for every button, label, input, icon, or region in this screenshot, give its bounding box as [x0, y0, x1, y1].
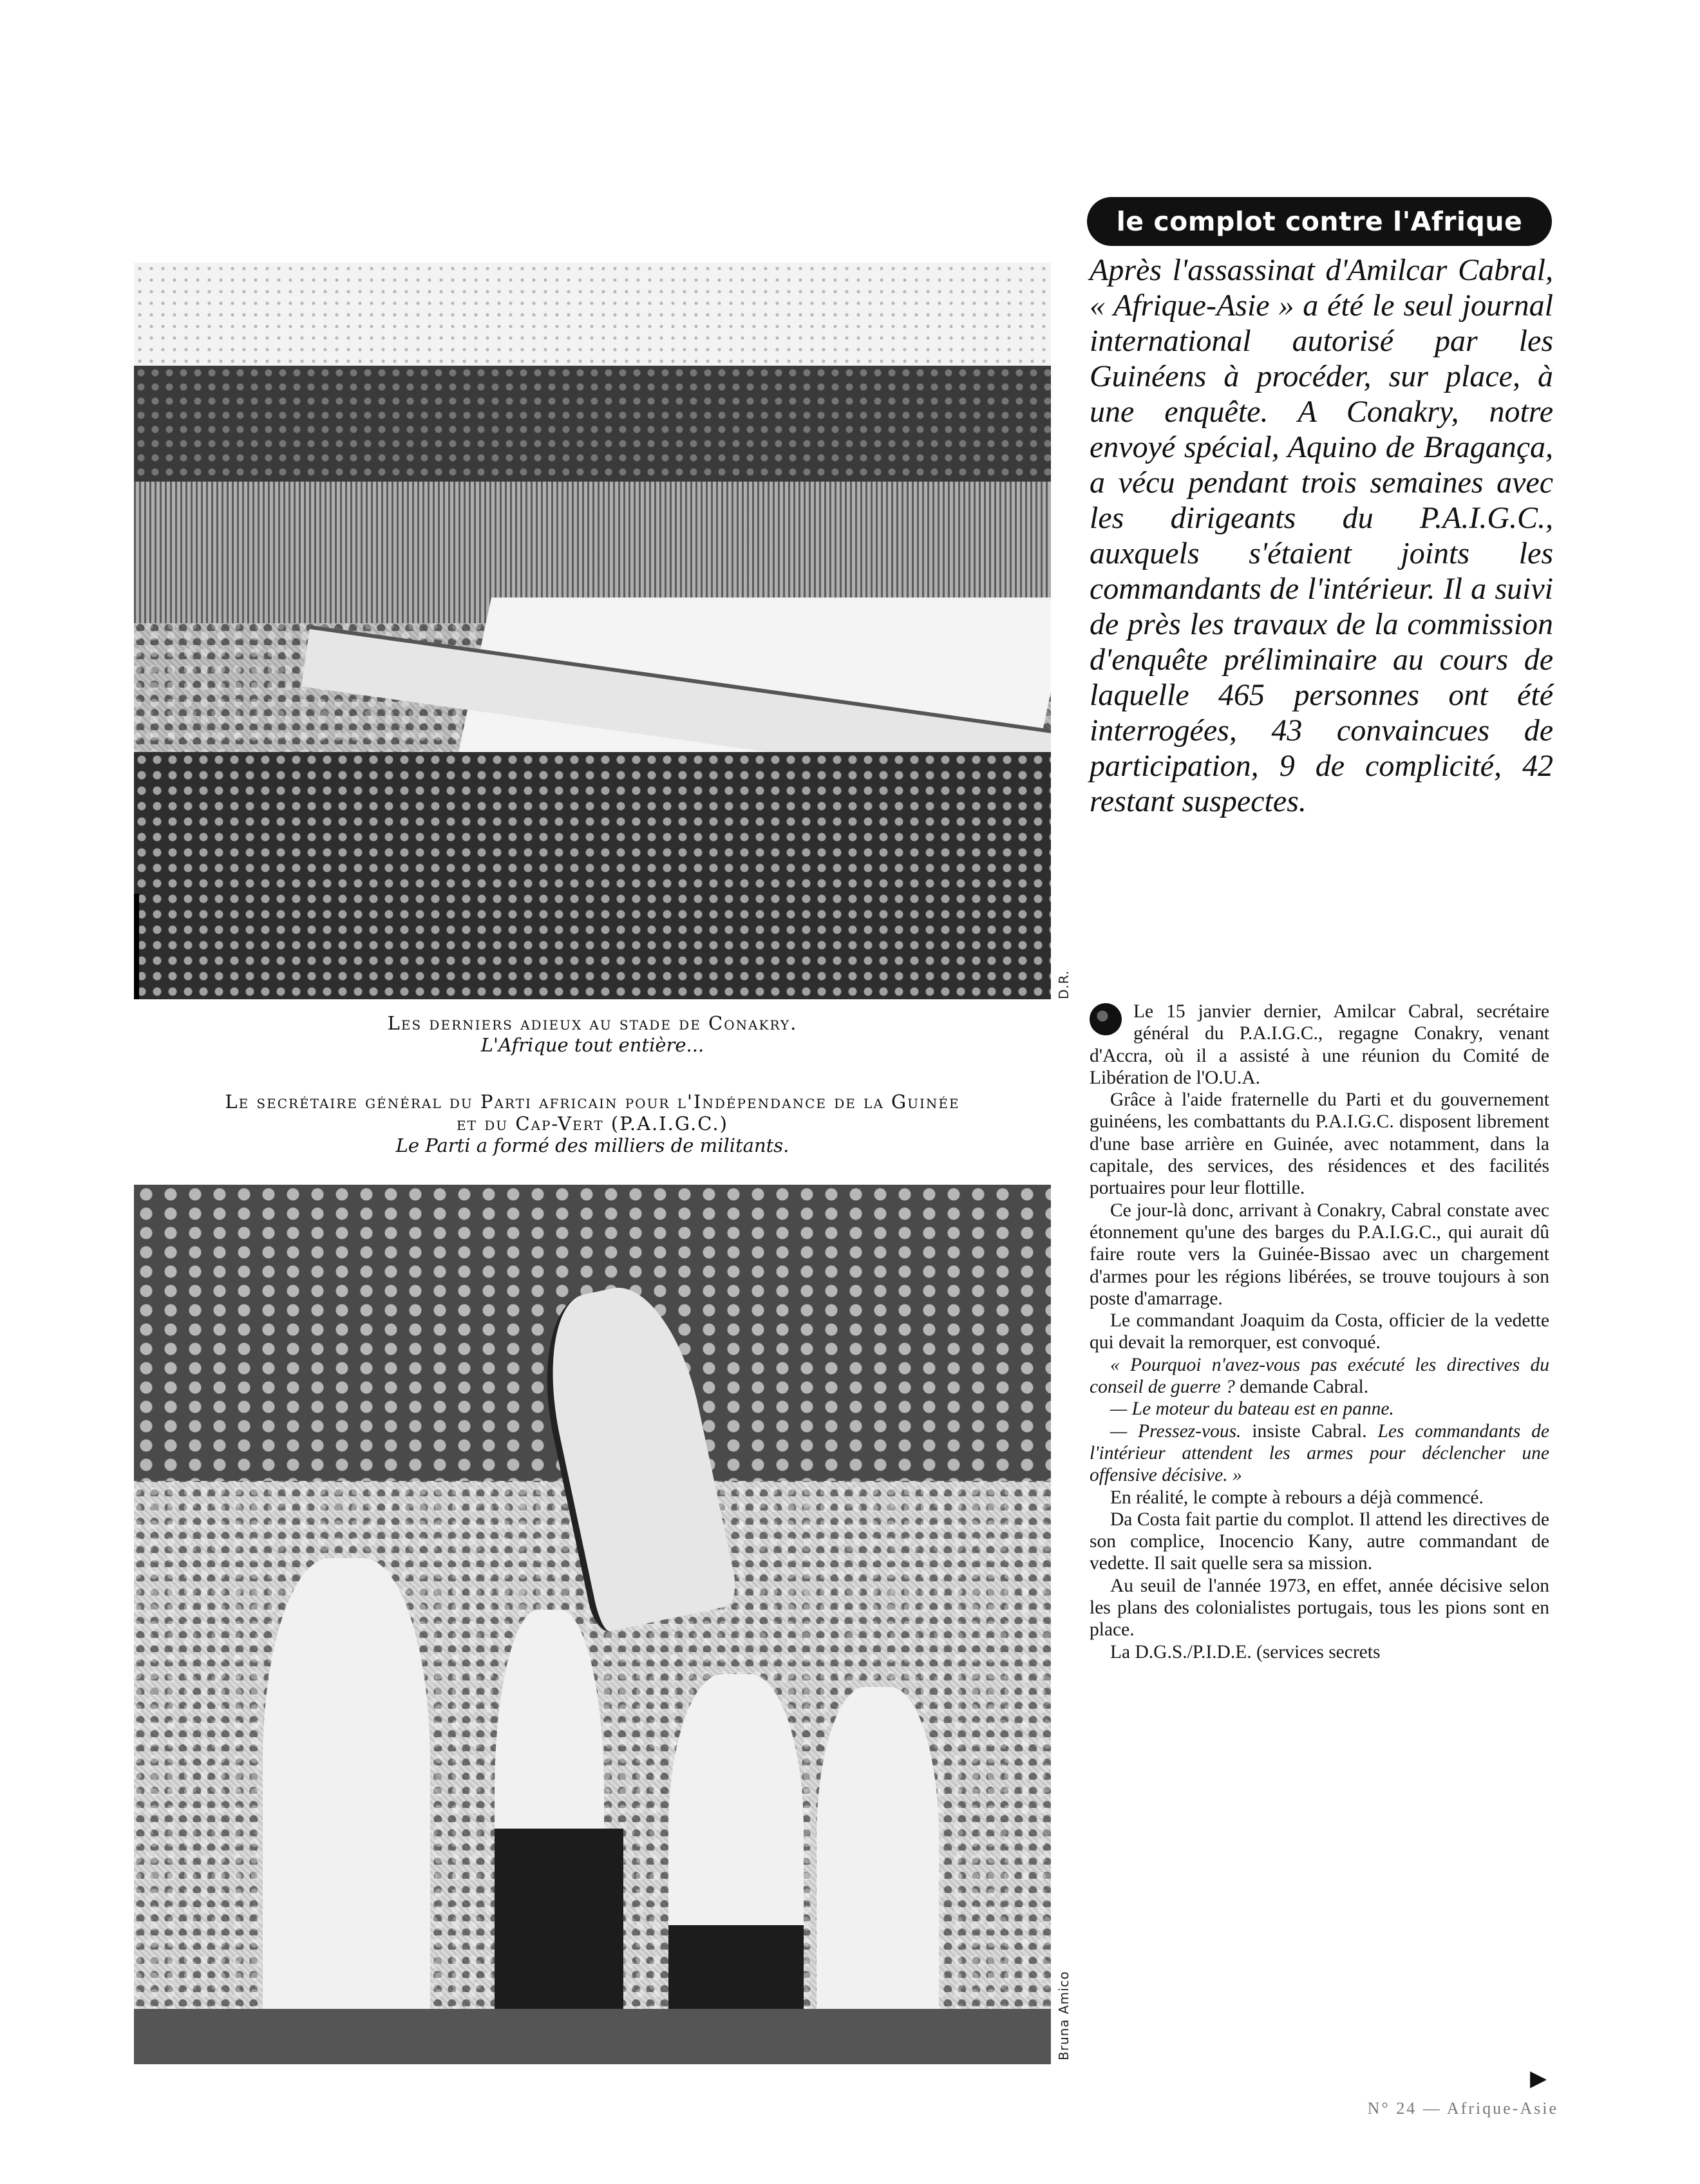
paragraph-11: La D.G.S./P.I.D.E. (services secrets	[1110, 1641, 1381, 1662]
stadium-photo	[134, 263, 1051, 999]
paragraph-6: — Le moteur du bateau est en panne.	[1110, 1398, 1394, 1420]
caption-stadium	[134, 1012, 1051, 1056]
ground	[134, 2009, 1051, 2064]
article-body	[1090, 1001, 1549, 1663]
caption-guard-title: Le secrétaire général du Parti africain pour l'Indépendance de la Guinée	[225, 1091, 960, 1113]
intro-paragraph: Après l'assassinat d'Amilcar Cabral, « Afrique-Asie » a été le seul journal international autorisé par les Guinéens à procéder, sur place, à une enquête. A Conakry, notre envoyé spécial, Aquino de Bragança, a vécu pendant trois semaines avec les dirigeants du P.A.I.G.C., auxquels s'étaient joints les commandants de l'intérieur. Il a suivi de près les travaux de la commission d'enquête préliminaire au cours de laquelle 465 personnes ont été interrogées, 43 convaincues de participation, 9 de complicité, 42 restant suspectes.	[1090, 253, 1553, 818]
attribution-2: insiste Cabral.	[1241, 1420, 1378, 1442]
paragraph-1-text: Le 15 janvier dernier, Amilcar Cabral, secrétaire général du P.A.I.G.C., regagne Conakry, venant d'Accra, où il a assisté à une réunion du Comité de Libération de l'O.U.A.	[1090, 1001, 1549, 1088]
tree-line	[134, 366, 1051, 488]
paragraph-7	[1090, 1420, 1549, 1487]
paragraph-9: Da Costa fait partie du complot. Il attend les directives de son complice, Inocencio Kany, autre commandant de vedette. Il sait quelle sera sa mission.	[1090, 1509, 1549, 1574]
quote-2: — Pressez-vous.	[1110, 1420, 1242, 1442]
section-banner: le complot contre l'Afrique	[1087, 197, 1552, 246]
photo-edge-mark	[134, 894, 139, 999]
continue-arrow-icon: ▶	[1530, 2066, 1547, 2091]
attribution-1: demande Cabral.	[1234, 1377, 1369, 1398]
paragraph-8: En réalité, le compte à rebours a déjà commencé.	[1110, 1487, 1484, 1508]
near-crowd	[134, 752, 1051, 999]
photo-credit-1: D.R.	[1056, 970, 1072, 999]
paragraph-4: Le commandant Joaquim da Costa, officier de la vedette qui devait la remorquer, est convoqué.	[1090, 1310, 1549, 1353]
paragraph-10: Au seuil de l'année 1973, en effet, année décisive selon les plans des colonialistes portugais, tous les pions sont en place.	[1090, 1575, 1549, 1641]
photo-credit-2: Bruna Amico	[1056, 1971, 1072, 2060]
bullet-dot-icon	[1090, 1003, 1122, 1035]
caption-guard-subtitle: Le Parti a formé des milliers de militants.	[395, 1134, 789, 1156]
figure-secretary	[263, 1558, 430, 2064]
paragraph-2: Grâce à l'aide fraternelle du Parti et du gouvernement guinéens, les combattants du P.A.I.G.C. disposent librement d'une base arrière en Guinée, avec notamment, dans la capitale, des services, des résidences et des facilités portuaires pour leur flottille.	[1090, 1089, 1549, 1199]
page-footer: N° 24 — Afrique-Asie	[1367, 2099, 1558, 2118]
paragraph-5	[1090, 1354, 1549, 1398]
quote-1: « Pourquoi n'avez-vous pas exécuté les directives du conseil de guerre ?	[1090, 1354, 1549, 1398]
quote-3: Les commandants de l'intérieur attendent les armes pour déclencher une offensive décisive. »	[1090, 1420, 1549, 1486]
caption-stadium-title: Les derniers adieux au stade de Conakry.	[387, 1012, 798, 1034]
caption-guard	[134, 1091, 1051, 1156]
guard-photo	[134, 1185, 1051, 2064]
paragraph-1	[1090, 1001, 1549, 1089]
figure-soldier-3	[817, 1687, 939, 2064]
caption-stadium-subtitle: L'Afrique tout entière...	[480, 1034, 704, 1056]
caption-guard-title-2: et du Cap-Vert (P.A.I.G.C.)	[457, 1113, 728, 1134]
sky	[134, 263, 1051, 372]
paragraph-3: Ce jour-là donc, arrivant à Conakry, Cabral constate avec étonnement qu'une des barges du P.A.I.G.C., qui aurait dû faire route vers la Guinée-Bissao avec un chargement d'armes pour les régions libérées, se trouve toujours à son poste d'amarrage.	[1090, 1200, 1549, 1309]
